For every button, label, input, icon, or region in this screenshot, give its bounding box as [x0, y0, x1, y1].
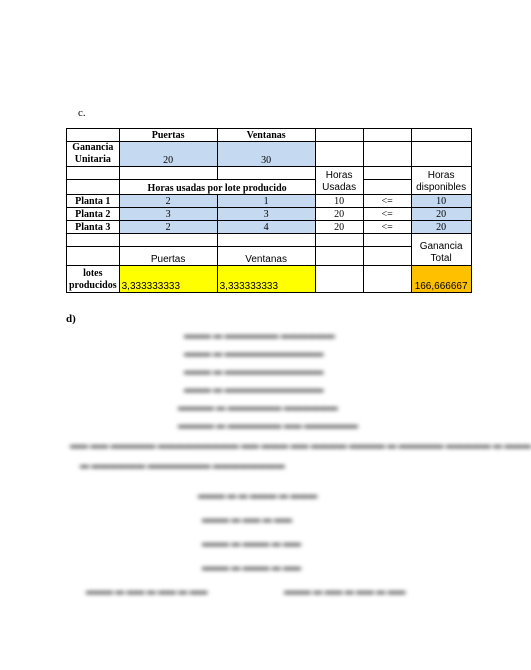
ganancia-row [67, 142, 472, 167]
blurred-line: ▬ ▬▬▬▬▬▬ ▬▬▬▬▬▬▬ ▬▬▬▬▬▬▬▬ [80, 460, 285, 470]
spreadsheet-table [66, 128, 472, 293]
empty-cell [315, 142, 363, 167]
planta-operator: <= [363, 208, 411, 221]
planta-ventanas: 4 [217, 221, 315, 234]
empty-cell [315, 234, 363, 247]
section-c-label: c. [78, 107, 86, 119]
lotes-header-row [67, 247, 472, 266]
spacer-row [67, 167, 472, 180]
blurred-content [66, 326, 531, 606]
empty-cell [217, 234, 315, 247]
blurred-line: ▬▬▬ ▬ ▬▬ ▬ ▬▬ [202, 514, 292, 524]
blurred-line: ▬▬▬ ▬ ▬▬▬▬▬▬▬▬▬▬▬ [184, 366, 324, 376]
empty-cell [67, 167, 120, 180]
empty-cell [315, 266, 363, 293]
horas-disponibles-label: Horas disponibles [411, 167, 471, 195]
empty-cell [67, 129, 120, 142]
empty-cell [119, 167, 217, 180]
blurred-line: ▬▬ ▬▬ ▬▬▬▬▬ ▬▬▬▬▬▬▬▬▬ ▬▬ ▬▬▬ ▬▬ ▬▬▬▬ ▬▬▬▬ ▬ ▬▬▬▬▬ ▬▬▬▬▬ ▬ ▬▬▬ [70, 440, 531, 450]
lotes-ventanas: 3,333333333 [217, 266, 315, 293]
lotes-header-ventanas: Ventanas [217, 247, 315, 266]
spacer-row [67, 234, 472, 247]
planta-name: Planta 3 [67, 221, 120, 234]
blurred-line: ▬▬▬▬ ▬ ▬▬▬▬▬▬ ▬▬ ▬▬▬▬▬▬ [178, 420, 358, 430]
header-ventanas: Ventanas [217, 129, 315, 142]
planta-ventanas: 1 [217, 195, 315, 208]
planta-ventanas: 3 [217, 208, 315, 221]
planta-puertas: 2 [119, 195, 217, 208]
empty-cell [411, 142, 471, 167]
planta-disponibles: 10 [411, 195, 471, 208]
header-row [67, 129, 472, 142]
empty-cell [363, 142, 411, 167]
empty-cell [363, 180, 411, 195]
planta-row [67, 195, 472, 208]
planta-usadas: 20 [315, 221, 363, 234]
blurred-line: ▬▬▬ ▬ ▬▬▬▬▬▬▬▬▬▬▬ [184, 348, 324, 358]
planta-operator: <= [363, 195, 411, 208]
empty-cell [315, 247, 363, 266]
empty-cell [67, 234, 120, 247]
horas-lote-label: Horas usadas por lote producido [119, 180, 315, 195]
planta-row [67, 221, 472, 234]
empty-cell [363, 247, 411, 266]
planta-operator: <= [363, 221, 411, 234]
empty-cell [363, 167, 411, 180]
planta-row [67, 208, 472, 221]
blurred-line: ▬▬▬▬ ▬ ▬▬▬▬▬▬ ▬▬▬▬▬▬ [178, 402, 338, 412]
ganancia-total-label: Ganancia Total [411, 234, 471, 266]
blurred-line: ▬▬▬ ▬ ▬ ▬▬▬ ▬ ▬▬▬ [198, 490, 318, 500]
planta-disponibles: 20 [411, 221, 471, 234]
empty-cell [119, 234, 217, 247]
empty-cell [411, 129, 471, 142]
lotes-producidos-label: lotes producidos [67, 266, 120, 293]
planta-usadas: 10 [315, 195, 363, 208]
horas-usadas-label: Horas Usadas [315, 167, 363, 195]
planta-puertas: 3 [119, 208, 217, 221]
blurred-line: ▬▬▬ ▬ ▬▬▬ ▬ ▬▬ [202, 538, 301, 548]
blurred-line: ▬▬▬ ▬ ▬▬▬▬▬▬▬▬▬▬▬ [184, 384, 324, 394]
lotes-header-puertas: Puertas [119, 247, 217, 266]
empty-cell [67, 247, 120, 266]
empty-cell [363, 234, 411, 247]
ganancia-total: 166,666667 [411, 266, 471, 293]
blurred-line: ▬▬▬ ▬ ▬▬ ▬ ▬▬ ▬ ▬▬ [284, 586, 406, 596]
empty-cell [67, 180, 120, 195]
planta-name: Planta 2 [67, 208, 120, 221]
planta-usadas: 20 [315, 208, 363, 221]
section-d-label: d) [66, 313, 76, 325]
empty-cell [217, 167, 315, 180]
ganancia-puertas: 20 [119, 142, 217, 167]
blurred-line: ▬▬▬ ▬ ▬▬ ▬ ▬▬ ▬ ▬▬ [86, 586, 208, 596]
header-puertas: Puertas [119, 129, 217, 142]
blurred-line: ▬▬▬ ▬ ▬▬▬▬▬▬ ▬▬▬▬▬▬ [184, 330, 335, 340]
empty-cell [315, 129, 363, 142]
planta-disponibles: 20 [411, 208, 471, 221]
horas-header-row [67, 180, 472, 195]
ganancia-unitaria-label: Ganancia Unitaria [67, 142, 120, 167]
lotes-row [67, 266, 472, 293]
planta-puertas: 2 [119, 221, 217, 234]
lotes-puertas: 3,333333333 [119, 266, 217, 293]
planta-name: Planta 1 [67, 195, 120, 208]
empty-cell [363, 266, 411, 293]
blurred-line: ▬▬▬ ▬ ▬▬▬ ▬ ▬▬ [202, 562, 301, 572]
ganancia-ventanas: 30 [217, 142, 315, 167]
empty-cell [363, 129, 411, 142]
